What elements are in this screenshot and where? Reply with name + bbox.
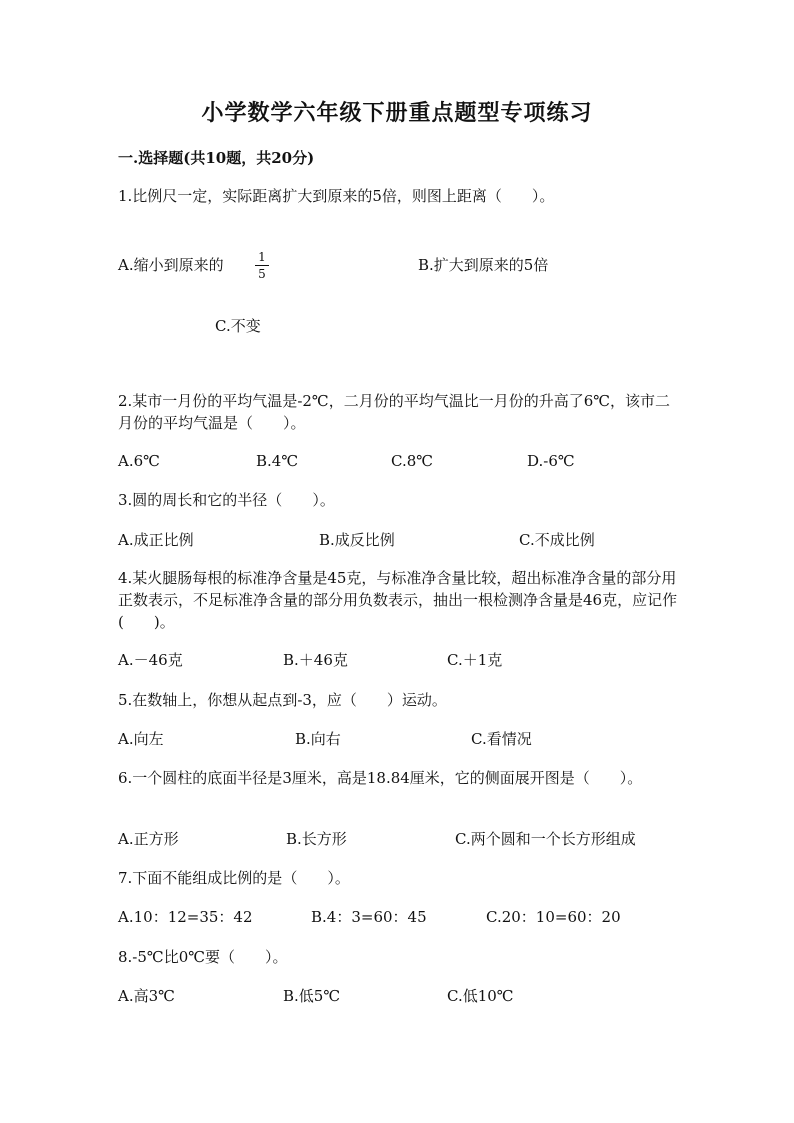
question-7-option-a: A.10：12=35：42 — [118, 908, 253, 926]
question-8-option-c: C.低10℃ — [447, 987, 514, 1005]
question-5-option-b: B.向右 — [295, 730, 341, 748]
fraction-one-fifth — [252, 250, 272, 281]
question-8-stem: 8.-5℃比0℃要（ ）。 — [118, 948, 288, 966]
question-2-option-a: A.6℃ — [118, 452, 160, 470]
question-6-option-b: B.长方形 — [286, 830, 347, 848]
question-2-option-c: C.8℃ — [391, 452, 434, 470]
question-1-stem: 1.比例尺一定，实际距离扩大到原来的5倍，则图上距离（ ）。 — [118, 187, 555, 205]
question-1-option-b: B.扩大到原来的5倍 — [418, 256, 549, 274]
question-4-option-c: C.＋1克 — [447, 651, 503, 669]
question-5-option-a: A.向左 — [118, 730, 164, 748]
question-8-option-a: A.高3℃ — [118, 987, 175, 1005]
question-7-stem: 7.下面不能组成比例的是（ ）。 — [118, 869, 350, 887]
question-4-option-b: B.＋46克 — [283, 651, 348, 669]
question-3-option-b: B.成反比例 — [319, 531, 395, 549]
question-2-stem: 2.某市一月份的平均气温是-2℃，二月份的平均气温比一月份的升高了6℃，该市二月份的平均气温是（ ）。 — [118, 392, 671, 432]
section-heading: 一.选择题(共10题，共20分) — [118, 149, 315, 167]
question-1-option-c: C.不变 — [215, 317, 261, 335]
question-3-stem: 3.圆的周长和它的半径（ ）。 — [118, 491, 335, 509]
question-8-option-b: B.低5℃ — [283, 987, 341, 1005]
question-6-option-c: C.两个圆和一个长方形组成 — [455, 830, 636, 848]
question-4-option-a: A.－46克 — [118, 651, 183, 669]
question-2-option-b: B.4℃ — [256, 452, 299, 470]
fraction-bar — [255, 265, 269, 266]
fraction-numerator: 1 — [258, 250, 266, 264]
question-6-stem: 6.一个圆柱的底面半径是3厘米，高是18.84厘米，它的侧面展开图是（ ）。 — [118, 769, 643, 787]
fraction-denominator: 5 — [258, 267, 266, 281]
question-6-option-a: A.正方形 — [118, 830, 179, 848]
question-1-option-a: A.缩小到原来的 — [118, 256, 224, 274]
question-7-option-b: B.4：3=60：45 — [311, 908, 427, 926]
question-5-option-c: C.看情况 — [471, 730, 532, 748]
question-2-option-d: D.-6℃ — [527, 452, 575, 470]
question-5-stem: 5.在数轴上，你想从起点到-3，应（ ）运动。 — [118, 691, 447, 709]
question-7-option-c: C.20：10=60：20 — [486, 908, 621, 926]
question-3-option-c: C.不成比例 — [519, 531, 595, 549]
question-3-option-a: A.成正比例 — [118, 531, 194, 549]
question-4-stem: 4.某火腿肠每根的标准净含量是45克，与标准净含量比较，超出标准净含量的部分用正数表示，不足标准净含量的部分用负数表示，抽出一根检测净含量是46克，应记作( )。 — [118, 569, 678, 631]
page-title: 小学数学六年级下册重点题型专项练习 — [201, 100, 593, 126]
